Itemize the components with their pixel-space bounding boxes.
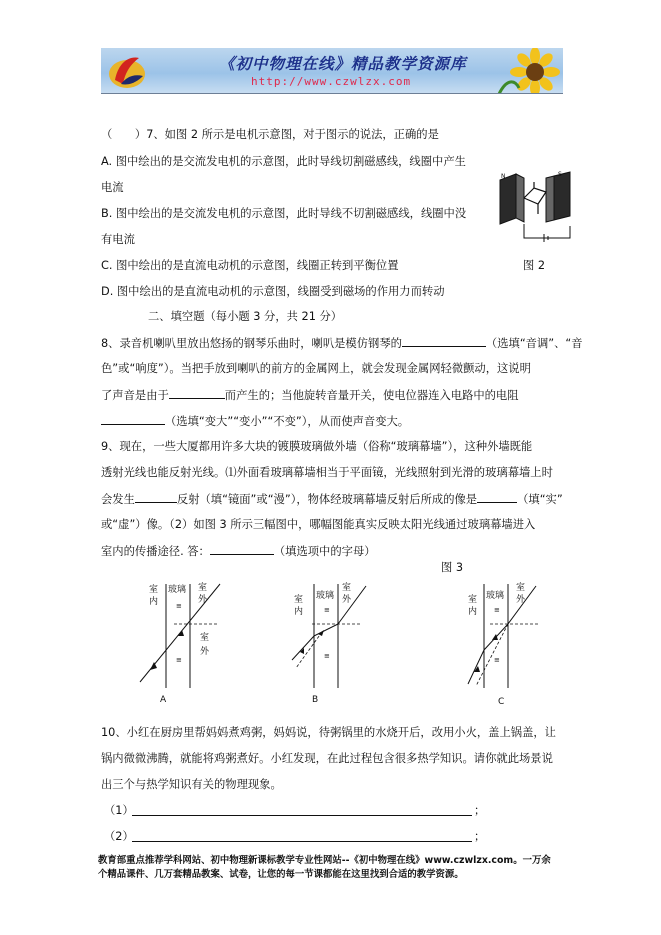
banner-url[interactable]: http://www.czwlzx.com (251, 75, 412, 88)
q10-line3: 出三个与热学知识有关的物理现象。 (101, 778, 282, 791)
q10-item-1-end: ； (474, 804, 486, 817)
svg-text:N: N (501, 173, 506, 180)
q8-line3 (101, 387, 519, 403)
figure-3-panel-c (454, 578, 544, 708)
q8-line1-text-b: （选填“音调”、“音 (485, 337, 583, 350)
panel-c-letter: C (498, 697, 505, 707)
q9-line2: 透射光线也能反射光线。⑴外面看玻璃幕墙相当于平面镜，光线照射到光滑的玻璃幕墙上时 (101, 466, 553, 479)
banner-title: 《初中物理在线》精品教学资源库 (219, 54, 467, 73)
q8-line1 (101, 335, 583, 351)
figure-3-panel-b (282, 578, 372, 708)
q10-item-2-label: （2） (104, 830, 134, 843)
panel-b-outdoor-top-1: 室 (342, 583, 352, 593)
q7-option-b-line1: B. 图中绘出的是交流发电机的示意图，此时导线不切割磁感线，线圈中没 (101, 207, 467, 220)
panel-c-glass-label: 玻璃 (486, 591, 505, 601)
panel-b-outdoor-top-2: 外 (342, 595, 352, 605)
panel-a-outdoor-mid-1: 室 (200, 633, 210, 643)
page-footer (98, 854, 568, 882)
svg-text:≡: ≡ (176, 602, 182, 610)
q7-option-a-line1: A. 图中绘出的是交流发电机的示意图，此时导线切割磁感线，线圈中产生 (101, 155, 466, 168)
q10-line2: 锅内微微沸腾，就能将鸡粥煮好。小红发现，在此过程包含很多热学知识。请你就此场景说 (101, 752, 553, 765)
q9-blank-1[interactable] (135, 491, 177, 503)
panel-a-indoor-label-1: 室 (149, 585, 159, 595)
panel-a-glass-label: 玻璃 (168, 585, 187, 595)
panel-a-outdoor-mid-2: 外 (200, 647, 210, 657)
panel-a-outdoor-top-2: 外 (198, 595, 208, 605)
svg-text:≡: ≡ (324, 652, 330, 660)
q8-blank-2[interactable] (169, 387, 225, 399)
q10-item-2-end: ； (474, 830, 486, 843)
sunflower-icon (497, 48, 561, 94)
footer-line-1: 教育部重点推荐学科网站、初中物理新课标教学专业性网站--《初中物理在线》www.czwlzx.com。一万余 (98, 855, 551, 866)
q7-option-b-line2: 有电流 (101, 233, 135, 246)
footer-line-2: 个精品课件、几万套精品教案、试卷，让您的每一节课都能在这里找到合适的教学资源。 (98, 869, 464, 880)
q8-blank-1[interactable] (402, 335, 486, 347)
q7-option-d: D. 图中绘出的是直流电动机的示意图，线圈受到磁场的作用力而转动 (101, 285, 445, 298)
site-banner (101, 48, 563, 94)
q8-line4 (101, 413, 409, 429)
svg-text:≡: ≡ (494, 606, 500, 614)
q7-option-a-line2: 电流 (101, 181, 124, 194)
panel-b-glass-label: 玻璃 (316, 591, 335, 601)
q10-line1: 10、小红在厨房里帮妈妈煮鸡粥，妈妈说，待粥锅里的水烧开后，改用小火，盖上锅盖，让 (101, 726, 556, 739)
q8-line1-text-a: 8、录音机喇叭里放出悠扬的钢琴乐曲时，喇叭是模仿钢琴的 (101, 337, 402, 350)
panel-c-indoor-label-1: 室 (468, 595, 478, 605)
figure-2-motor-diagram (494, 170, 578, 244)
panel-b-indoor-label-1: 室 (294, 595, 304, 605)
q9-blank-2[interactable] (477, 491, 517, 503)
q9-line3 (101, 491, 563, 507)
panel-a-letter: A (160, 695, 167, 705)
panel-b-letter: B (312, 695, 319, 705)
svg-text:S: S (558, 171, 562, 178)
q9-line3-text-c: （填“实” (517, 493, 563, 506)
figure-3-label: 图 3 (441, 561, 464, 574)
panel-c-outdoor-top-2: 外 (516, 595, 526, 605)
panel-a-outdoor-top-1: 室 (198, 583, 208, 593)
site-logo-icon (105, 50, 149, 92)
q7-stem: （ ）7、如图 2 所示是电机示意图，对于图示的说法，正确的是 (101, 128, 439, 141)
q9-line4: 或“虚”）像。（2）如图 3 所示三幅图中，哪幅图能真实反映太阳光线通过玻璃幕墙进入 (101, 518, 536, 531)
figure-3-panel-a (134, 578, 224, 708)
q8-line2: 色”或“响度”）。当把手放到喇叭的前方的金属网上，就会发现金属网轻微颤动，这说明 (101, 362, 531, 375)
panel-c-outdoor-top-1: 室 (516, 583, 526, 593)
q9-line5-text-b: （填选项中的字母） (273, 545, 376, 558)
banner-rule (101, 93, 563, 94)
q9-line1: 9、现在，一些大厦都用许多大块的镀膜玻璃做外墙（俗称“玻璃幕墙”），这种外墙既能 (101, 440, 533, 453)
q10-item-1-label: （1） (104, 804, 134, 817)
svg-text:≡: ≡ (324, 606, 330, 614)
q9-line3-text-b: 反射（填“镜面”或“漫”），物体经玻璃幕墙反射后所成的像是 (176, 493, 478, 506)
panel-c-indoor-label-2: 内 (468, 607, 478, 617)
q9-line5 (101, 543, 376, 559)
q9-line5-text-a: 室内的传播途径. 答： (101, 545, 210, 558)
svg-text:≡: ≡ (494, 656, 500, 664)
q8-line3-text-b: 而产生的；当他旋转音量开关，使电位器连入电路中的电阻 (224, 389, 519, 402)
q8-line4-text: （选填“变大”“变小”“不变”），从而使声音变大。 (165, 415, 410, 428)
q8-line3-text-a: 了声音是由于 (101, 389, 169, 402)
q7-option-c: C. 图中绘出的是直流电动机的示意图，线圈正转到平衡位置 (101, 259, 399, 272)
figure-2-label: 图 2 (523, 259, 546, 272)
q8-blank-3[interactable] (101, 413, 165, 425)
section-2-heading: 二、填空题（每小题 3 分，共 21 分） (148, 310, 343, 323)
q9-blank-3[interactable] (210, 543, 274, 555)
svg-text:≡: ≡ (176, 656, 182, 664)
q9-line3-text-a: 会发生 (101, 493, 135, 506)
panel-a-indoor-label-2: 内 (149, 597, 159, 607)
q10-answer-line-2[interactable] (132, 841, 472, 842)
panel-b-indoor-label-2: 内 (294, 607, 304, 617)
q10-answer-line-1[interactable] (132, 815, 472, 816)
